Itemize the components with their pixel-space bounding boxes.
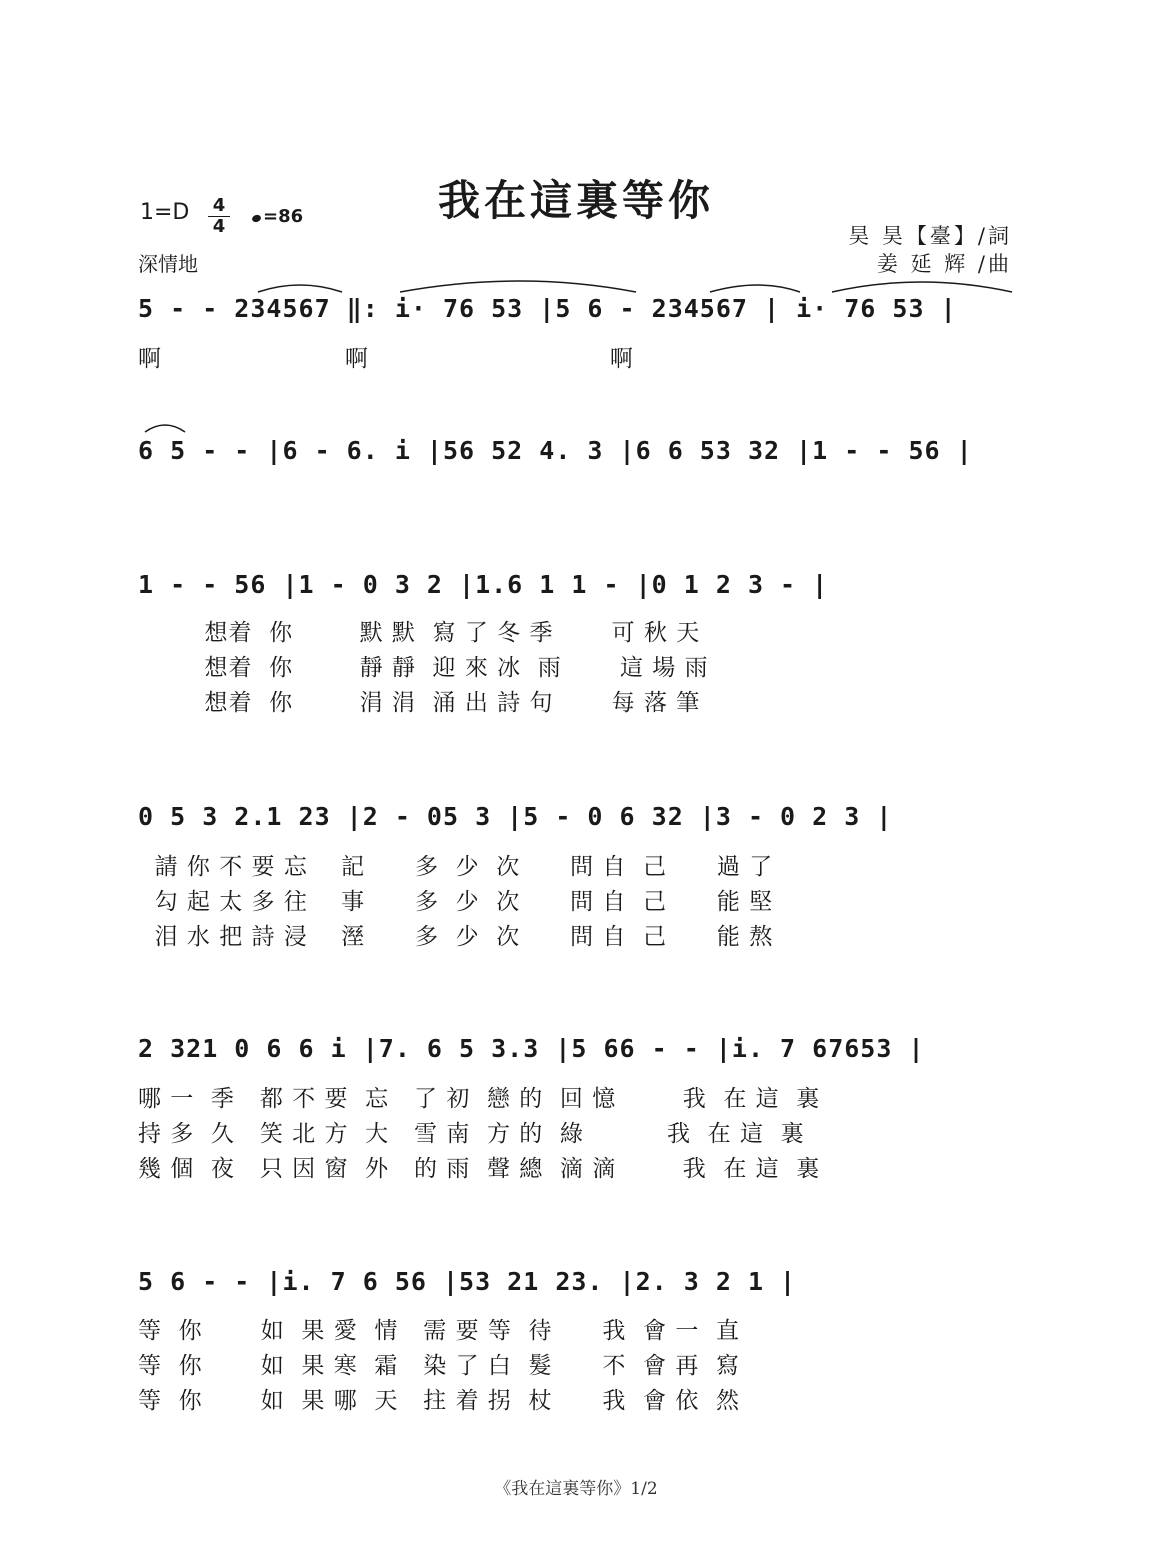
page-footer: 《我在這裏等你》1/2 [494, 1479, 658, 1499]
slur-line-1b [400, 281, 636, 292]
lyric-line-6-verse-1: 等 你 如 果 愛 情 需 要 等 待 我 會 一 直 [138, 1318, 740, 1344]
lyric-line-6-verse-3: 等 你 如 果 哪 天 拄 着 拐 杖 我 會 依 然 [138, 1388, 740, 1414]
lyric-line-4-verse-1: 請 你 不 要 忘 記 多 少 次 問 自 己 過 了 [138, 854, 774, 880]
lyricist-credit: 昊 昊【臺】/詞 [848, 224, 1012, 248]
lyric-line-3-verse-2: 想着 你 靜 靜 迎 來 冰 雨 這 場 雨 [138, 655, 709, 681]
lyric-line-4-verse-2: 勾 起 太 多 往 事 多 少 次 問 自 己 能 堅 [138, 889, 774, 915]
time-signature-bottom: 4 [208, 216, 230, 237]
notation-line-2: 6 5 - - |6 - 6. i |56 52 4. 3 |6 6 53 32 |1 - - 56 | [138, 436, 973, 465]
song-title: 我在這裏等你 [437, 176, 714, 225]
notation-line-5: 2 321 0 6 6 i |7. 6 5 3.3 |5 66 - - |i. 7 67653 | [138, 1034, 925, 1063]
notation-line-1: 5 - - 234567 ‖: i· 76 53 |5 6 - 234567 | i· 76 53 | [138, 294, 957, 323]
lyric-line-3-verse-3: 想着 你 涓 涓 涌 出 詩 句 每 落 筆 [138, 690, 701, 716]
lyric-line-6-verse-2: 等 你 如 果 寒 霜 染 了 白 髮 不 會 再 寫 [138, 1353, 740, 1379]
composer-credit: 姜 延 辉 /曲 [876, 252, 1012, 276]
notation-line-3: 1 - - 56 |1 - 0 3 2 |1.6 1 1 - |0 1 2 3 - | [138, 570, 829, 599]
expression-marking: 深情地 [138, 252, 198, 276]
lyric-line-4-verse-3: 泪 水 把 詩 浸 溼 多 少 次 問 自 己 能 熬 [138, 924, 774, 950]
slur-line-1d [832, 282, 1012, 292]
slur-line-2a [145, 425, 185, 432]
lyric-line-5-verse-1: 哪 一 季 都 不 要 忘 了 初 戀 的 回 憶 我 在 這 裏 [138, 1086, 821, 1112]
key-signature: 1=D [140, 200, 190, 225]
slur-line-1a [258, 285, 342, 292]
notation-line-4: 0 5 3 2.1 23 |2 - 05 3 |5 - 0 6 32 |3 - 0 2 3 | [138, 802, 893, 831]
lyric-line-3-verse-1: 想着 你 默 默 寫 了 冬 季 可 秋 天 [138, 620, 701, 646]
slur-line-1c [710, 285, 800, 292]
lyric-line-5-verse-2: 持 多 久 笑 北 方 大 雪 南 方 的 綠 我 在 這 裏 [138, 1121, 805, 1147]
lyric-line-5-verse-3: 幾 個 夜 只 因 窗 外 的 雨 聲 總 滴 滴 我 在 這 裏 [138, 1156, 821, 1182]
lyric-line-1-verse-1: 啊 啊 啊 [138, 346, 634, 372]
tempo-value: =86 [263, 206, 304, 227]
notation-line-6: 5 6 - - |i. 7 6 56 |53 21 23. |2. 3 2 1 | [138, 1267, 797, 1296]
time-signature-top: 4 [212, 195, 226, 216]
